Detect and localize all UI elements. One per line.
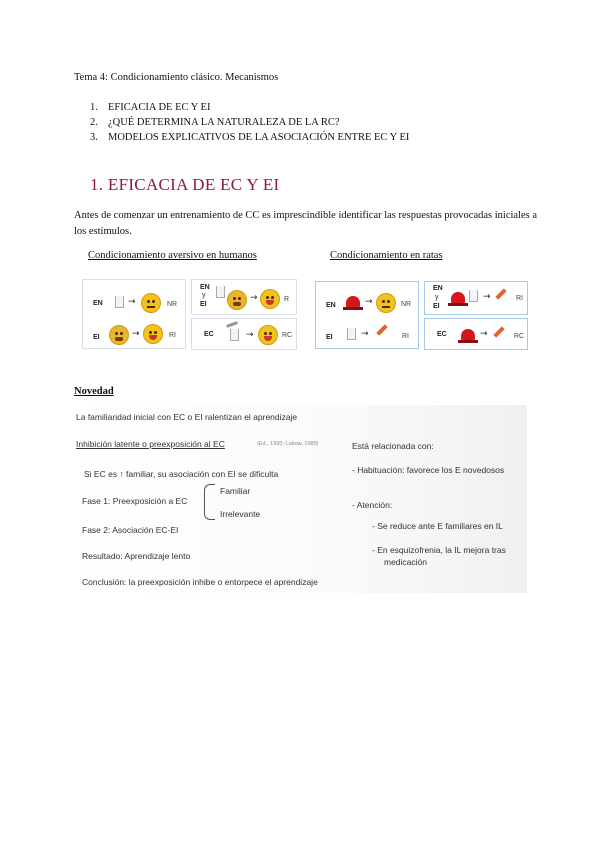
- si-ec-line: Si EC es ↑ familiar, su asociación con EI se dificulta: [84, 469, 279, 479]
- arrow-icon: →: [483, 292, 491, 302]
- arrow-icon: →: [361, 329, 369, 339]
- arrow-icon: →: [480, 329, 488, 339]
- conclusion: Conclusión: la preexposición inhibe o entorpece el aprendizaje: [82, 577, 318, 587]
- sick-face-icon: [227, 290, 247, 310]
- sick-face-icon: [109, 325, 129, 345]
- arrow-icon: →: [128, 297, 136, 307]
- table-of-contents: [90, 100, 409, 145]
- glass-icon: [115, 296, 124, 308]
- shock-icon: [493, 326, 504, 337]
- atencion-item: - Atención:: [352, 500, 393, 510]
- fase-1: Fase 1: Preexposición a EC: [82, 496, 188, 506]
- disgust-face-icon: [143, 324, 163, 344]
- arrow-icon: →: [246, 330, 254, 340]
- glass-icon: [216, 286, 225, 298]
- inhibition-heading: Inhibición latente o preexposición al EC: [76, 439, 225, 449]
- resultado: Resultado: Aprendizaje lento: [82, 551, 191, 561]
- neutral-face-icon: [141, 293, 161, 313]
- fase-2: Fase 2: Asociación EC-EI: [82, 525, 179, 535]
- humans-baseline-panel: EN → NR EI → RI: [82, 279, 186, 349]
- intro-paragraph: Antes de comenzar un entrenamiento de CC es imprescindible identificar las respuestas provocadas iniciales a los estímulos.: [74, 210, 538, 237]
- rats-pairing-panel: EN y EI → RI: [424, 281, 528, 315]
- relacionada-heading: Está relacionada con:: [352, 441, 434, 451]
- disgust-face-icon: [260, 289, 280, 309]
- neutral-face-icon: [376, 293, 396, 313]
- familiar-option: Familiar: [220, 486, 251, 496]
- brace-icon: [204, 484, 215, 520]
- arrow-icon: →: [250, 293, 258, 303]
- esquizofrenia-item: - En esquizofrenia, la IL mejora tras: [372, 545, 506, 555]
- rats-baseline-panel: EN → NR EI → RI: [315, 281, 419, 349]
- shock-icon: [495, 288, 506, 299]
- glass-icon: [230, 329, 239, 341]
- spoon-icon: [226, 321, 238, 328]
- arrow-icon: →: [132, 329, 140, 339]
- toc-item: 2. ¿QUÉ DETERMINA LA NATURALEZA DE LA RC?: [90, 117, 340, 128]
- esquizofrenia-item-cont: medicación: [384, 557, 427, 567]
- siren-icon: [451, 292, 465, 303]
- siren-icon: [346, 296, 360, 307]
- irrelevante-option: Irrelevante: [220, 509, 261, 519]
- cup-icon: [347, 328, 356, 340]
- novedad-heading: Novedad: [74, 386, 114, 397]
- humans-test-panel: EC → RC: [191, 318, 297, 350]
- citation: (Ed., 1990; Lubow, 1989): [257, 441, 319, 447]
- subheading-humans: Condicionamiento aversivo en humanos: [88, 250, 257, 261]
- humans-pairing-panel: EN y EI → R: [191, 279, 297, 315]
- shock-icon: [376, 324, 387, 335]
- cup-icon: [469, 290, 478, 302]
- toc-item: 3. MODELOS EXPLICATIVOS DE LA ASOCIACIÓN ENTRE EC Y EI: [90, 132, 410, 143]
- reduce-item: - Se reduce ante E familiares en IL: [372, 521, 503, 531]
- subheading-rats: Condicionamiento en ratas: [330, 250, 443, 261]
- arrow-icon: →: [365, 297, 373, 307]
- siren-icon: [461, 329, 475, 340]
- habituacion-item: - Habituación: favorece los E novedosos: [352, 465, 505, 475]
- rats-test-panel: EC → RC: [424, 318, 528, 350]
- section-title: 1. EFICACIA DE EC Y EI: [90, 175, 280, 194]
- slide-title: La familiaridad inicial con EC o EI ralentizan el aprendizaje: [76, 412, 298, 422]
- toc-item: 1. EFICACIA DE EC Y EI: [90, 102, 211, 113]
- document-header: Tema 4: Condicionamiento clásico. Mecanismos: [74, 72, 279, 83]
- disgust-face-icon: [258, 325, 278, 345]
